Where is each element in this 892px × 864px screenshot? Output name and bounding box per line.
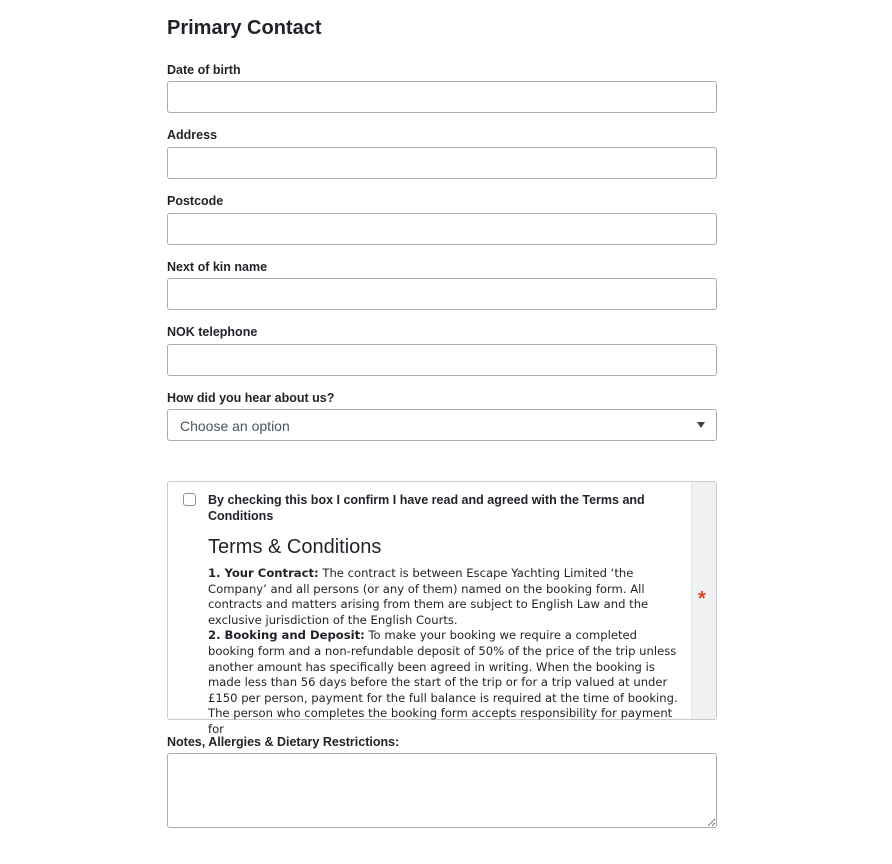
hear-about-select[interactable] — [167, 409, 717, 441]
terms-heading: Terms & Conditions — [208, 536, 382, 558]
hear-about-label: How did you hear about us? — [167, 391, 335, 405]
hear-about-selected-value: Choose an option — [180, 418, 290, 434]
terms-clause-contract-body: The contract is between Escape Yachting Limited ‘the Company’ and all persons (or any of them) named on the booking form. All contracts and matters arising from them are subject to English Law and the exclusive jurisdiction of the English Courts. — [208, 566, 649, 627]
address-input[interactable] — [167, 147, 717, 179]
terms-checkbox[interactable] — [183, 493, 196, 506]
dob-label: Date of birth — [167, 63, 241, 77]
nok-name-label: Next of kin name — [167, 260, 268, 274]
terms-clause-booking-body: To make your booking we require a completed booking form and a non-refundable deposit of 50% of the price of the trip unless another amount has specifically been agreed in writing. When the booking is made less than 56 days before the start of the trip or for a trip valued at under £150 per person, payment for the full balance is required at the time of booking. The person who completes the booking form accepts responsibility for payment for — [208, 628, 678, 736]
terms-checkbox-label[interactable]: By checking this box I confirm I have read and agreed with the Terms and Conditions — [208, 493, 645, 523]
terms-clause-booking — [208, 628, 682, 737]
section-title: Primary Contact — [167, 17, 322, 39]
terms-clause-contract — [208, 566, 682, 628]
nok-telephone-label: NOK telephone — [167, 325, 258, 339]
required-indicator: * — [698, 588, 706, 610]
terms-box — [167, 481, 717, 736]
terms-clause-contract-title: 1. Your Contract: — [208, 566, 319, 580]
terms-scroll-track[interactable] — [691, 482, 716, 719]
dob-input[interactable] — [167, 81, 717, 113]
postcode-label: Postcode — [167, 194, 224, 208]
terms-content — [208, 534, 682, 738]
chevron-down-icon — [697, 422, 705, 428]
terms-clause-booking-title: 2. Booking and Deposit: — [208, 628, 365, 643]
notes-textarea[interactable] — [167, 753, 717, 828]
postcode-input[interactable] — [167, 213, 717, 245]
notes-label: Notes, Allergies & Dietary Restrictions: — [167, 735, 400, 749]
address-label: Address — [167, 128, 218, 142]
nok-name-input[interactable] — [167, 278, 717, 310]
nok-telephone-input[interactable] — [167, 344, 717, 376]
